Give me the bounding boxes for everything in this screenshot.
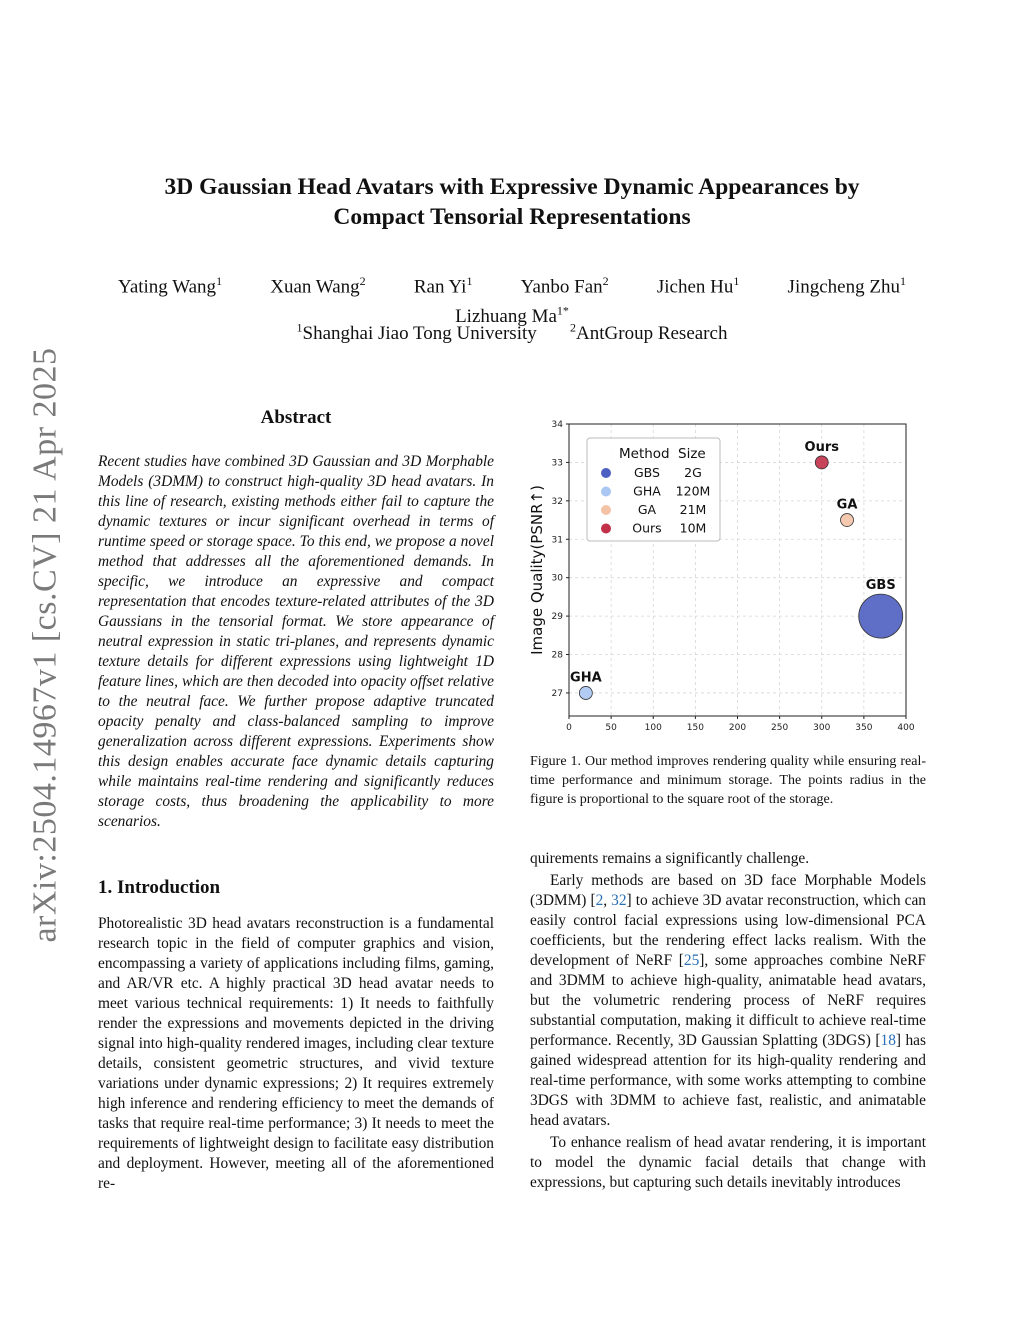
y-tick-label: 31: [551, 535, 563, 546]
abstract-text: Recent studies have combined 3D Gaussian and 3D Morphable Models (3DMM) to construct high-quality 3D head avatars. In this line of research, existing methods either fail to capture the dynamic textures or incur significant overhead in terms of runtime speed or storage space. To this end, we propose a novel method that addresses all the aforementioned demands. In specific, we introduce an expressive and compact representation that encodes texture-related attributes of the 3D Gaussians in the tensorial format. We store appearance of neutral expression in static tri-planes, and represents dynamic texture details for different expressions using lightweight 1D feature lines, which are then decoded into opacity offset relative to the neutral face. We further propose adaptive truncated opacity penalty and class-balanced sampling to improve generalization across different expressions. Experiments show this design enables accurate face dynamic details capturing while maintains real-time rendering and significantly reduces storage costs, thus broadening the applicability to more scenarios.: [98, 453, 494, 830]
legend-entry-name: Ours: [632, 520, 662, 536]
y-tick-label: 27: [551, 688, 563, 699]
citation-link[interactable]: 18: [880, 1032, 896, 1049]
intro-continuation: quirements remains a significantly challenge.: [530, 850, 810, 867]
data-label-ga: GA: [836, 497, 858, 513]
legend-marker-gha: [601, 487, 611, 497]
x-tick-label: 100: [644, 723, 662, 733]
y-tick-label: 28: [551, 650, 563, 661]
title-line-2: Compact Tensorial Representations: [333, 204, 691, 230]
author: Jingcheng Zhu$^1$: [787, 274, 906, 298]
y-axis-label: Image Quality(PSNR↑): [528, 485, 546, 655]
data-label-ours: Ours: [804, 439, 839, 455]
legend-entry-size: 2G: [684, 465, 702, 480]
legend-marker-ga: [601, 505, 611, 515]
x-tick-label: 200: [728, 723, 747, 733]
intro-paragraph-1: Photorealistic 3D head avatars reconstruction is a fundamental research topic in the field of computer graphics and vision, encompassing a variety of applications including films, gaming, and AR/VR etc. A highly practical 3D head avatar needs to meet various technical requirements: 1) It needs to faithfully render the expressions and movements depicted in the driving signal into high-quality rendered images, including clear texture details, consistent geometric structures, and vivid texture variations under dynamic expressions; 2) It requires extremely high inference and rendering efficiency to meet the demands of tasks that require real-time performance; 3) It needs to meet the requirements of lightweight design to facilitate easy distribution and deployment. However, meeting all of the aforementioned re-: [98, 915, 494, 1192]
paper-title: [120, 172, 904, 232]
data-point-ga: [841, 514, 854, 527]
data-label-gbs: GBS: [865, 578, 896, 594]
y-tick-label: 33: [551, 458, 563, 469]
y-tick-label: 32: [551, 496, 563, 507]
arxiv-identifier: [26, 347, 66, 943]
author: Yating Wang$^1$: [118, 274, 223, 298]
x-tick-label: 300: [813, 723, 831, 733]
psnr-scatter-chart: [528, 416, 928, 742]
x-tick-label: 350: [855, 723, 873, 733]
citation-link[interactable]: 2: [595, 892, 604, 909]
author: Lizhuang $Ma^{1*}$: [455, 303, 569, 327]
y-tick-label: 29: [551, 612, 563, 623]
affiliations: [112, 317, 912, 345]
legend-entry-name: GA: [637, 502, 657, 517]
x-tick-label: 0: [566, 723, 572, 733]
legend-entry-size: 10M: [679, 520, 707, 536]
data-point-ours: [815, 456, 828, 469]
abstract-heading: Abstract: [260, 407, 332, 428]
figure-1: [528, 416, 928, 742]
citation-link[interactable]: 25: [683, 952, 700, 969]
x-tick-label: 150: [686, 723, 704, 733]
introduction-left-column: [98, 914, 494, 1194]
legend-header-method: Method: [619, 446, 670, 462]
data-point-gha: [579, 686, 592, 699]
x-tick-label: 400: [897, 723, 915, 733]
citation-link[interactable]: 32: [611, 892, 627, 909]
author: Yanbo Fan$^2$: [520, 274, 609, 298]
legend-entry-size: 120M: [675, 483, 711, 499]
x-tick-label: 50: [605, 723, 617, 733]
title-line-1: 3D Gaussian Head Avatars with Expressive Dynamic Appearances by: [164, 174, 860, 200]
x-tick-label: 250: [771, 723, 789, 733]
author: Xuan Wang$^2$: [270, 274, 366, 298]
intro-paragraph-2: Early methods are based on 3D face Morphable Models (3DMM) [2, 32] to achieve 3D avatar reconstruction, which can easily control facial expressions using low-dimensional PCA coefficients, but the rendering effect lacks realism. With the development of NeRF [25], some approaches combine NeRF and 3DMM to achieve high-quality, animatable head avatars, but the volumetric rendering process of NeRF requires substantial computation, making it difficult to achieve real-time performance. Recently, 3D Gaussian Splatting (3DGS) [18] has gained widespread attention for its high-quality rendering and real-time performance, with some works attempting to combine 3DGS with 3DMM to achieve fast, realistic, and animatable head avatars.: [530, 872, 927, 1129]
data-label-gha: GHA: [570, 670, 602, 686]
author: Ran Yi$^1$: [413, 274, 473, 298]
legend-entry-size: 21M: [679, 502, 707, 517]
y-tick-label: 34: [551, 420, 563, 430]
arxiv-identifier-text: arXiv:2504.14967v1 [cs.CV] 21 Apr 2025: [27, 347, 64, 943]
introduction-right-column: [530, 849, 926, 1193]
intro-paragraph-3: To enhance realism of head avatar rendering, it is important to model the dynamic facial details that change with expressions, but capturing such details inevitably introduces: [530, 1134, 926, 1191]
affiliation: $^2$AntGroup Research: [570, 321, 728, 345]
legend-marker-gbs: [601, 468, 611, 478]
y-tick-label: 30: [551, 573, 563, 584]
data-point-gbs: [859, 594, 903, 638]
legend-header-size: Size: [678, 446, 706, 462]
introduction-heading: 1. Introduction: [98, 877, 221, 898]
author: Jichen Hu$^1$: [656, 274, 740, 298]
affiliation: $^1$Shanghai Jiao Tong University: [296, 321, 537, 345]
legend-entry-name: GBS: [634, 465, 660, 480]
figure-caption: Figure 1. Our method improves rendering quality while ensuring real-time performance and minimum storage. The points radius in the figure is proportional to the square root of the storage.: [530, 754, 926, 807]
legend-entry-name: GHA: [633, 483, 661, 499]
legend-marker-ours: [601, 524, 611, 534]
